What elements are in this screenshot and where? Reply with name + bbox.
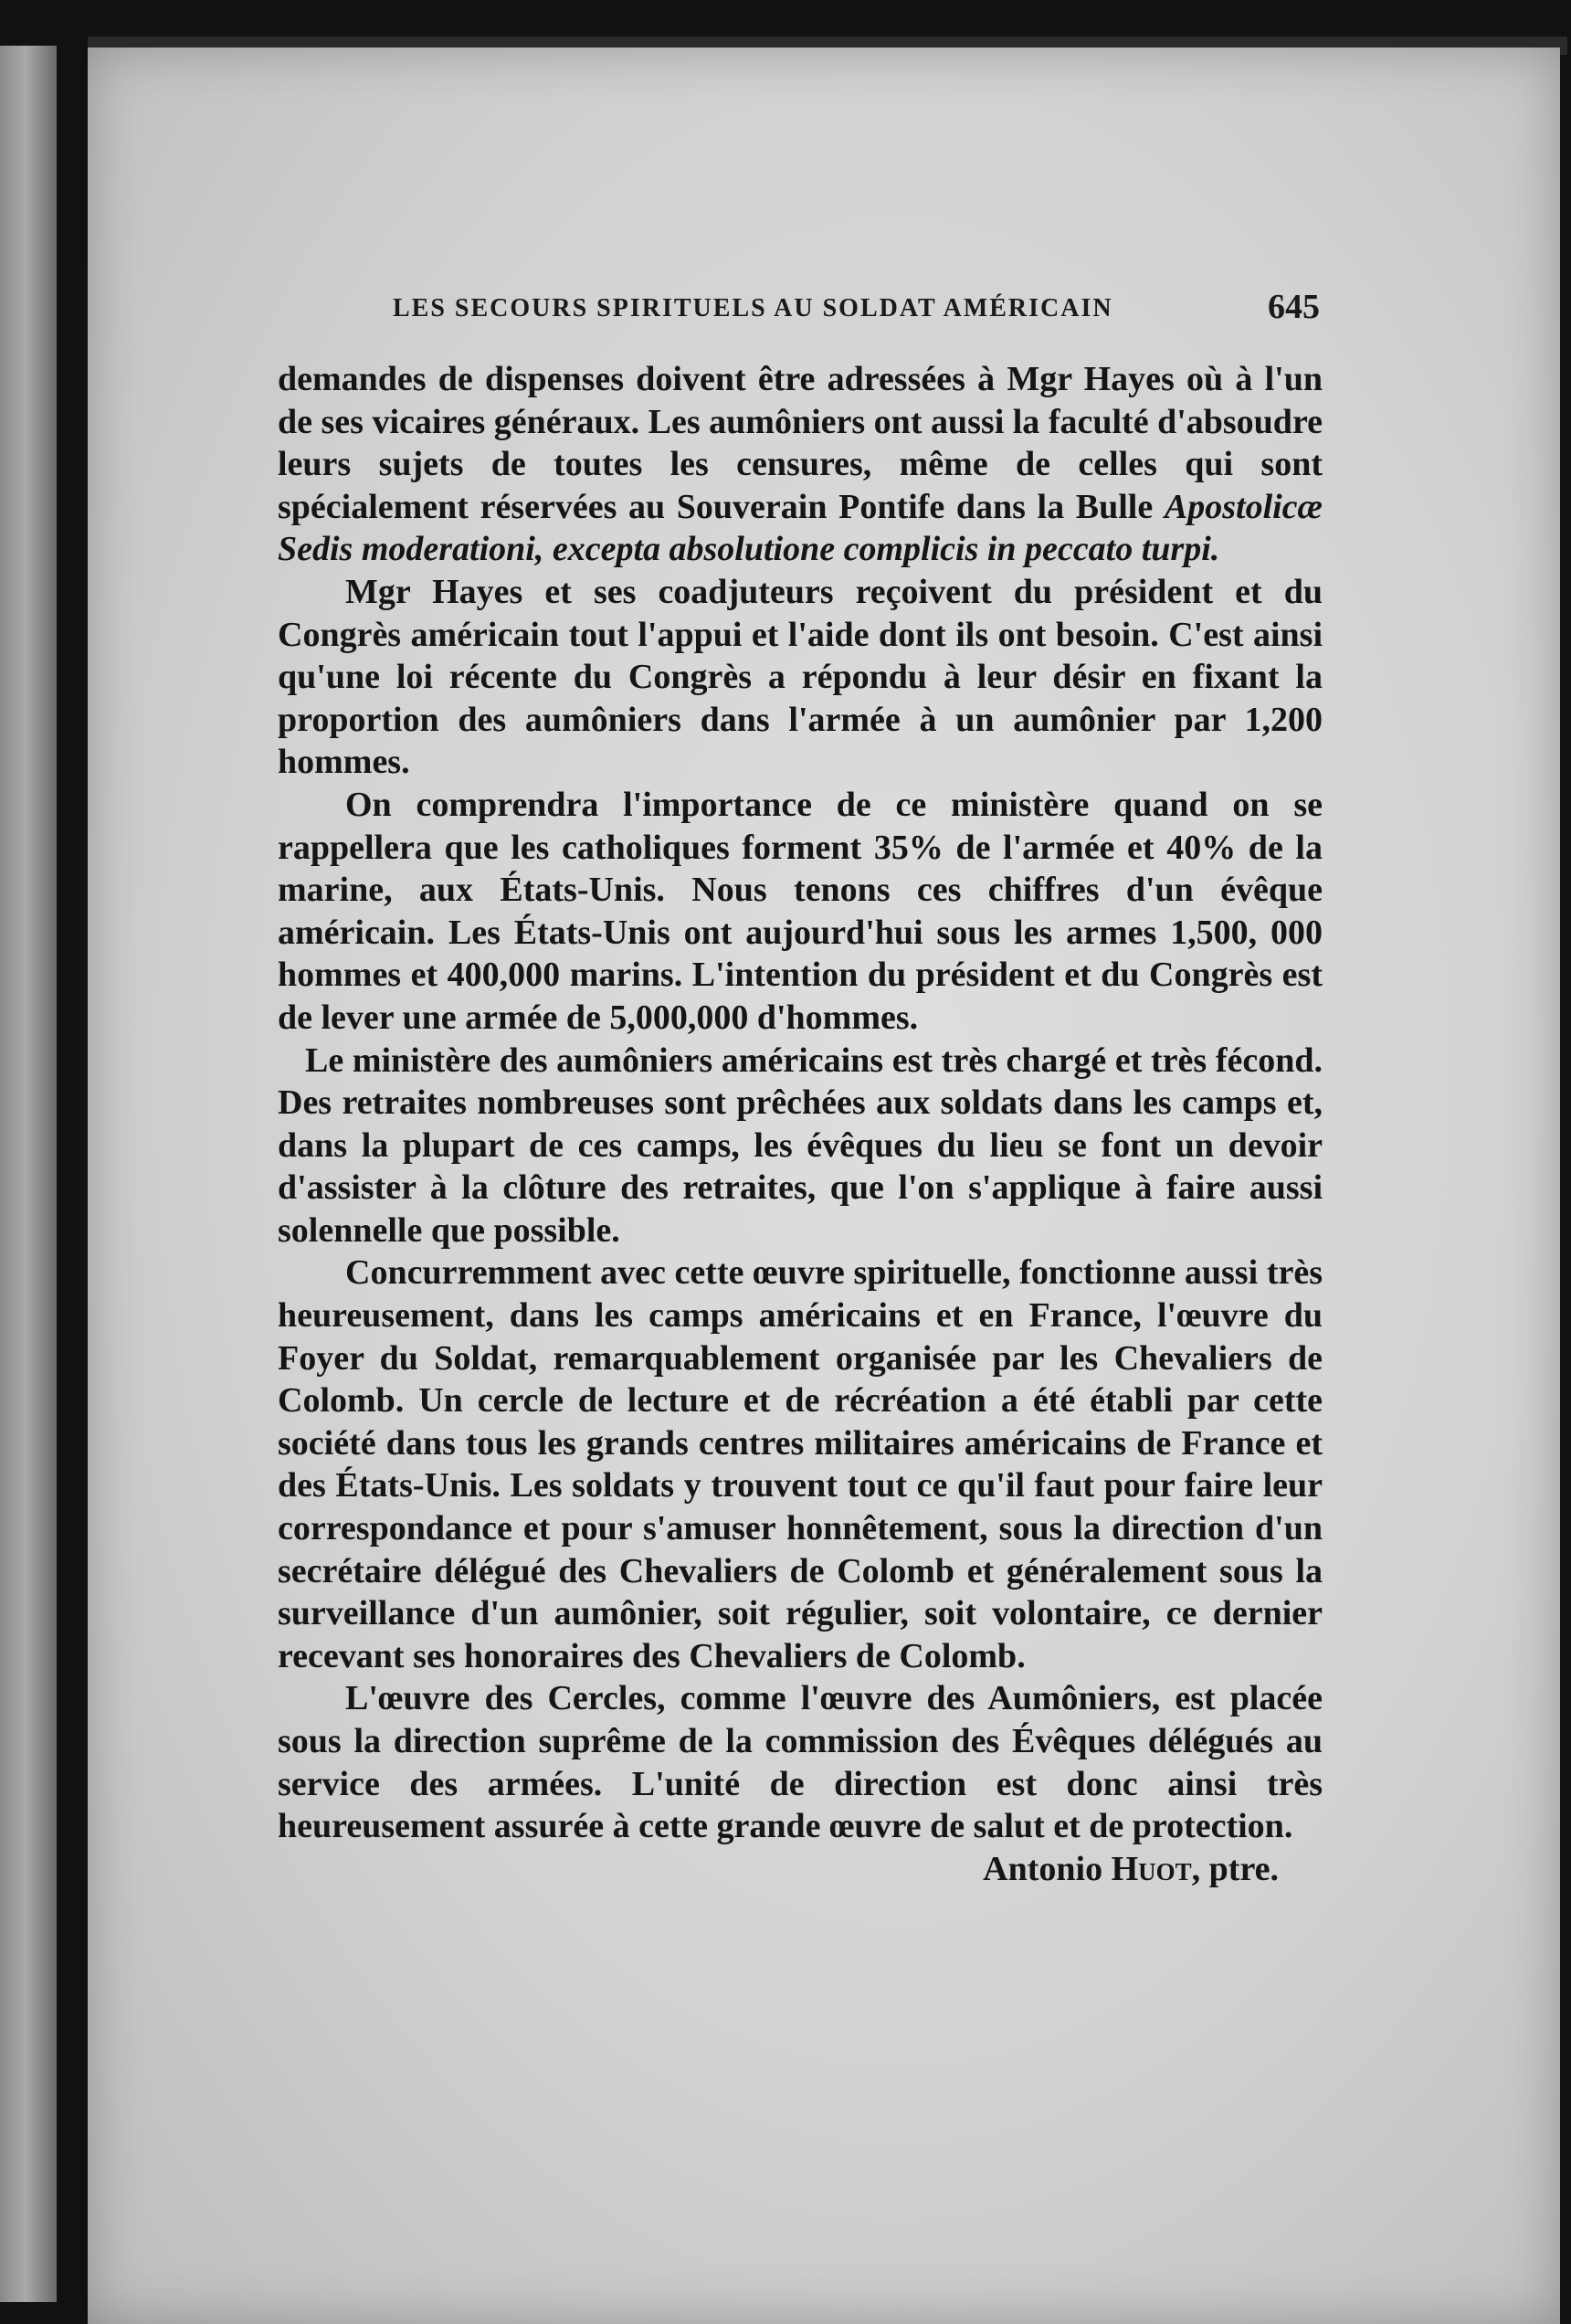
signature-surname: Huot [1111, 1849, 1192, 1888]
signature-suffix: , ptre. [1191, 1849, 1279, 1888]
author-signature [915, 1848, 1323, 1891]
adjacent-page-edge [0, 46, 57, 2302]
running-title: LES SECOURS SPIRITUELS AU SOLDAT AMÉRICAIN [393, 294, 1113, 322]
paragraph-1-italic: Apostolicæ Sedis moderationi, excepta absolutione complicis in peccato turpi. [278, 487, 1323, 569]
paragraph-3: On comprendra l'importance de ce ministère quand on se rappellera que les catholiques forment 35% de l'armée et 40% de la marine, aux États-Unis. Nous tenons ces chiffres d'un évêque américain. Les États-Unis ont aujourd'hui sous les armes 1,500, 000 hommes et 400,000 marins. L'intention du président et du Congrès est de lever une armée de 5,000,000 d'hommes. [278, 785, 1323, 1037]
article-body [278, 358, 1323, 1890]
paragraph-5: Concurremment avec cette œuvre spirituelle, fonctionne aussi très heureusement, dans les camps américains et en France, l'œuvre du Foyer du Soldat, remarquablement organisée par les Chevaliers de Colomb. Un cercle de lecture et de récréation a été établi par cette société dans tous les grands centres militaires américains de France et des États-Unis. Les soldats y trouvent tout ce qu'il faut pour faire leur correspondance et pour s'amuser honnêtement, sous la direction d'un secrétaire délégué des Chevaliers de Colomb et généralement sous la surveillance d'un aumônier, soit régulier, soit volontaire, ce dernier recevant ses honoraires des Chevaliers de Colomb. [278, 1253, 1323, 1675]
paragraph-1-text: demandes de dispenses doivent être adressées à Mgr Hayes où à l'un de ses vicaires généraux. Les aumôniers ont aussi la faculté d'absoudre leurs sujets de toutes les censures, même de celles qui sont spécialement réservées au Souverain Pontife dans la Bulle [278, 360, 1323, 526]
paragraph-2: Mgr Hayes et ses coadjuteurs reçoivent du président et du Congrès américain tout l'appui et l'aide dont ils ont besoin. C'est ainsi qu'une loi récente du Congrès a répondu à leur désir en fixant la proportion des aumôniers dans l'armée à un aumônier par 1,200 hommes. [278, 572, 1323, 782]
signature-first-name: Antonio [983, 1849, 1112, 1888]
page-number: 645 [1268, 288, 1320, 326]
signature-line [278, 1848, 1323, 1891]
paragraph-4: Le ministère des aumôniers américains est très chargé et très fécond. Des retraites nombreuses sont prêchées aux soldats dans les camps et, dans la plupart de ces camps, les évêques du lieu se font un devoir d'assister à la clôture des retraites, que l'on s'applique à faire aussi solennelle que possible. [278, 1041, 1323, 1250]
paragraph-1 [278, 358, 1323, 571]
paragraph-6 [278, 1677, 1323, 1847]
paragraph-6-text: L'œuvre des Cercles, comme l'œuvre des Aumôniers, est placée sous la direction suprême de la commission des Évêques délégués au service des armées. L'unité de direction est donc ainsi très heureusement assurée à cette grande œuvre de salut et de protection. [278, 1679, 1323, 1846]
